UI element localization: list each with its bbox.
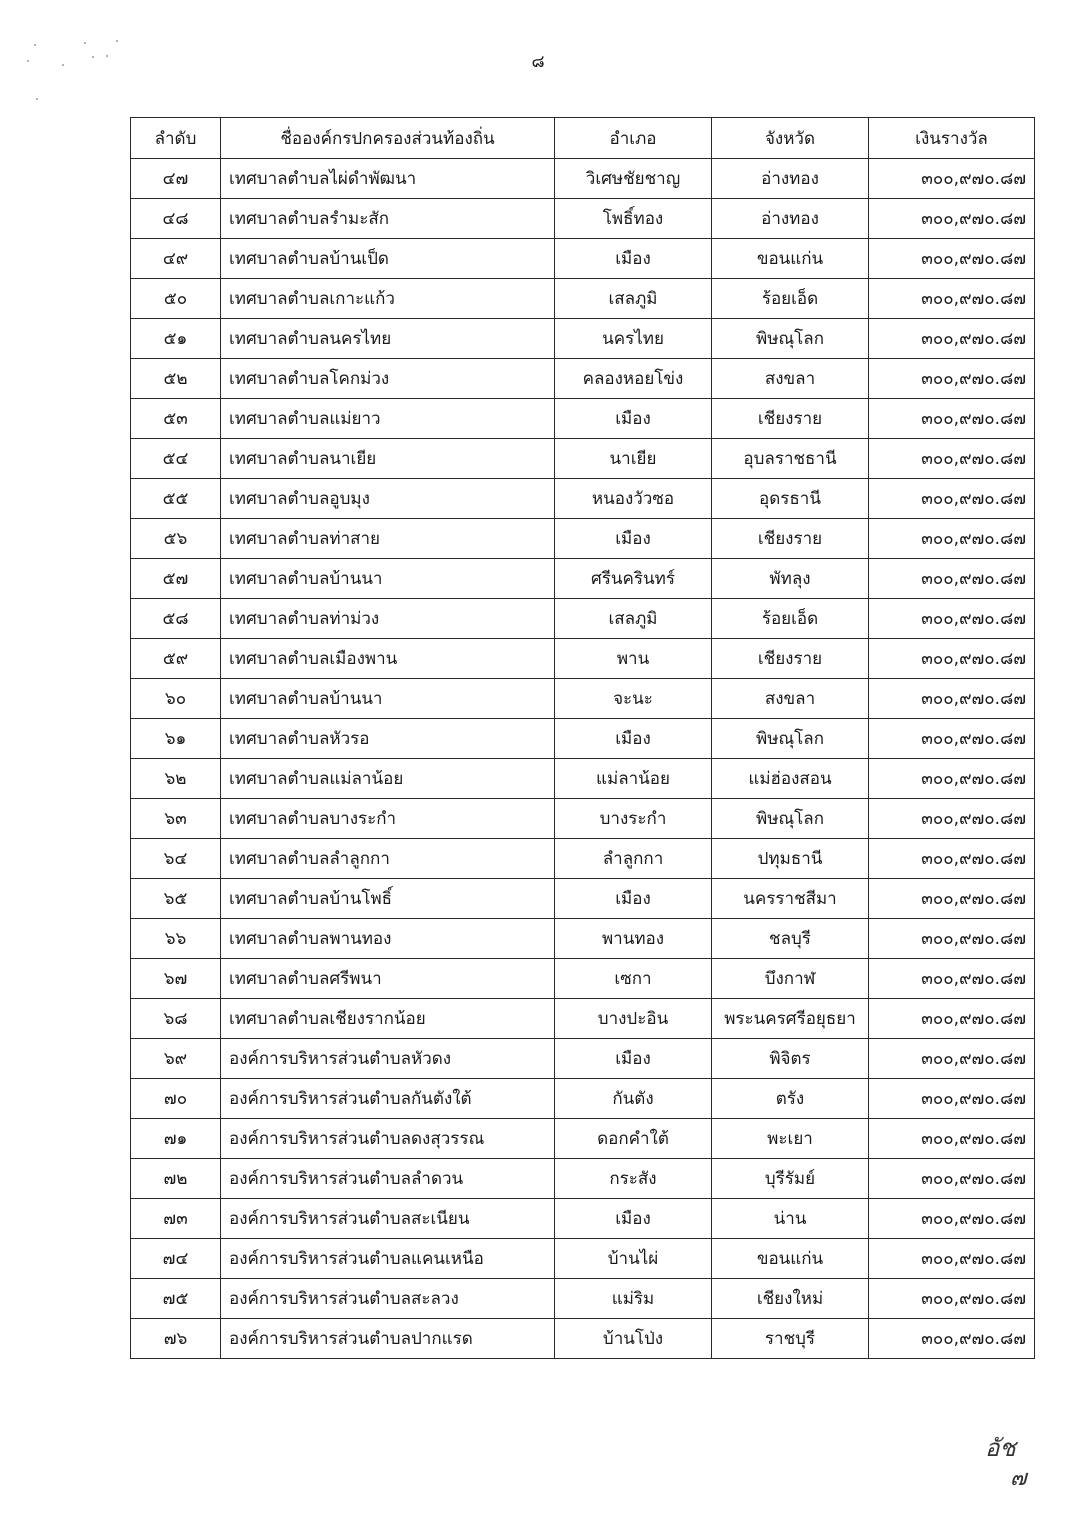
cell-district: วิเศษชัยชาญ bbox=[555, 159, 712, 199]
cell-order: ๔๘ bbox=[131, 199, 221, 239]
cell-organization: องค์การบริหารส่วนตำบลหัวดง bbox=[221, 1039, 555, 1079]
cell-order: ๕๗ bbox=[131, 559, 221, 599]
table-row bbox=[131, 1279, 1035, 1319]
cell-district: เมือง bbox=[555, 399, 712, 439]
cell-award: ๓๐๐,๙๗๐.๘๗ bbox=[869, 1199, 1035, 1239]
cell-district: เมือง bbox=[555, 719, 712, 759]
cell-organization: เทศบาลตำบลบ้านเป็ด bbox=[221, 239, 555, 279]
cell-district: เมือง bbox=[555, 1039, 712, 1079]
cell-organization: องค์การบริหารส่วนตำบลสะลวง bbox=[221, 1279, 555, 1319]
cell-province: น่าน bbox=[712, 1199, 869, 1239]
cell-province: นครราชสีมา bbox=[712, 879, 869, 919]
cell-award: ๓๐๐,๙๗๐.๘๗ bbox=[869, 759, 1035, 799]
table-row bbox=[131, 1159, 1035, 1199]
table-row bbox=[131, 159, 1035, 199]
table-row bbox=[131, 1239, 1035, 1279]
table-row bbox=[131, 999, 1035, 1039]
cell-province: พิษณุโลก bbox=[712, 719, 869, 759]
cell-organization: เทศบาลตำบลอูบมุง bbox=[221, 479, 555, 519]
cell-order: ๕๕ bbox=[131, 479, 221, 519]
cell-order: ๔๗ bbox=[131, 159, 221, 199]
cell-order: ๗๐ bbox=[131, 1079, 221, 1119]
cell-award: ๓๐๐,๙๗๐.๘๗ bbox=[869, 399, 1035, 439]
cell-order: ๕๔ bbox=[131, 439, 221, 479]
cell-order: ๕๓ bbox=[131, 399, 221, 439]
cell-order: ๖๑ bbox=[131, 719, 221, 759]
cell-province: ตรัง bbox=[712, 1079, 869, 1119]
cell-province: พัทลุง bbox=[712, 559, 869, 599]
cell-organization: เทศบาลตำบลศรีพนา bbox=[221, 959, 555, 999]
cell-award: ๓๐๐,๙๗๐.๘๗ bbox=[869, 1039, 1035, 1079]
cell-province: พะเยา bbox=[712, 1119, 869, 1159]
table-header-row bbox=[131, 118, 1035, 159]
cell-district: โพธิ์ทอง bbox=[555, 199, 712, 239]
table-row bbox=[131, 519, 1035, 559]
cell-province: เชียงราย bbox=[712, 399, 869, 439]
header-organization: ชื่อองค์กรปกครองส่วนท้องถิ่น bbox=[221, 118, 555, 159]
cell-province: ร้อยเอ็ด bbox=[712, 279, 869, 319]
cell-award: ๓๐๐,๙๗๐.๘๗ bbox=[869, 679, 1035, 719]
cell-order: ๖๓ bbox=[131, 799, 221, 839]
cell-award: ๓๐๐,๙๗๐.๘๗ bbox=[869, 519, 1035, 559]
initials: อัช bbox=[985, 1434, 1016, 1462]
cell-organization: เทศบาลตำบลบ้านนา bbox=[221, 559, 555, 599]
cell-district: เมือง bbox=[555, 879, 712, 919]
cell-district: ดอกคำใต้ bbox=[555, 1119, 712, 1159]
cell-organization: เทศบาลตำบลลำลูกกา bbox=[221, 839, 555, 879]
cell-district: เมือง bbox=[555, 519, 712, 559]
award-table bbox=[130, 117, 1035, 1359]
cell-order: ๕๙ bbox=[131, 639, 221, 679]
table-row bbox=[131, 919, 1035, 959]
table-row bbox=[131, 639, 1035, 679]
cell-award: ๓๐๐,๙๗๐.๘๗ bbox=[869, 839, 1035, 879]
cell-province: พิษณุโลก bbox=[712, 319, 869, 359]
table-body bbox=[131, 159, 1035, 1359]
cell-province: อ่างทอง bbox=[712, 159, 869, 199]
cell-order: ๗๓ bbox=[131, 1199, 221, 1239]
cell-order: ๗๖ bbox=[131, 1319, 221, 1359]
cell-district: แม่ริม bbox=[555, 1279, 712, 1319]
cell-organization: องค์การบริหารส่วนตำบลดงสุวรรณ bbox=[221, 1119, 555, 1159]
cell-district: เมือง bbox=[555, 1199, 712, 1239]
cell-district: บางปะอิน bbox=[555, 999, 712, 1039]
cell-order: ๖๗ bbox=[131, 959, 221, 999]
cell-order: ๖๘ bbox=[131, 999, 221, 1039]
cell-province: ราชบุรี bbox=[712, 1319, 869, 1359]
table-row bbox=[131, 399, 1035, 439]
cell-organization: เทศบาลตำบลเกาะแก้ว bbox=[221, 279, 555, 319]
initials-mark: ๗ bbox=[1010, 1466, 1027, 1491]
cell-province: ขอนแก่น bbox=[712, 239, 869, 279]
cell-district: เซกา bbox=[555, 959, 712, 999]
cell-district: นาเยีย bbox=[555, 439, 712, 479]
cell-organization: องค์การบริหารส่วนตำบลสะเนียน bbox=[221, 1199, 555, 1239]
cell-award: ๓๐๐,๙๗๐.๘๗ bbox=[869, 1159, 1035, 1199]
cell-province: อุดรธานี bbox=[712, 479, 869, 519]
table-row bbox=[131, 359, 1035, 399]
cell-organization: เทศบาลตำบลท่าสาย bbox=[221, 519, 555, 559]
cell-district: กันตัง bbox=[555, 1079, 712, 1119]
cell-organization: องค์การบริหารส่วนตำบลกันตังใต้ bbox=[221, 1079, 555, 1119]
cell-organization: องค์การบริหารส่วนตำบลแคนเหนือ bbox=[221, 1239, 555, 1279]
table-row bbox=[131, 279, 1035, 319]
cell-order: ๕๐ bbox=[131, 279, 221, 319]
cell-district: บางระกำ bbox=[555, 799, 712, 839]
cell-order: ๗๑ bbox=[131, 1119, 221, 1159]
header-province: จังหวัด bbox=[712, 118, 869, 159]
cell-organization: เทศบาลตำบลโคกม่วง bbox=[221, 359, 555, 399]
table-row bbox=[131, 719, 1035, 759]
cell-organization: เทศบาลตำบลบางระกำ bbox=[221, 799, 555, 839]
cell-organization: เทศบาลตำบลเชียงรากน้อย bbox=[221, 999, 555, 1039]
table-row bbox=[131, 1199, 1035, 1239]
cell-district: ลำลูกกา bbox=[555, 839, 712, 879]
cell-award: ๓๐๐,๙๗๐.๘๗ bbox=[869, 1239, 1035, 1279]
cell-organization: องค์การบริหารส่วนตำบลลำดวน bbox=[221, 1159, 555, 1199]
cell-organization: องค์การบริหารส่วนตำบลปากแรด bbox=[221, 1319, 555, 1359]
cell-province: เชียงใหม่ bbox=[712, 1279, 869, 1319]
cell-province: พระนครศรีอยุธยา bbox=[712, 999, 869, 1039]
header-order: ลำดับ bbox=[131, 118, 221, 159]
cell-district: บ้านโป่ง bbox=[555, 1319, 712, 1359]
header-district: อำเภอ bbox=[555, 118, 712, 159]
table-row bbox=[131, 759, 1035, 799]
table-row bbox=[131, 1319, 1035, 1359]
cell-award: ๓๐๐,๙๗๐.๘๗ bbox=[869, 799, 1035, 839]
cell-organization: เทศบาลตำบลพานทอง bbox=[221, 919, 555, 959]
table-row bbox=[131, 199, 1035, 239]
table-row bbox=[131, 1119, 1035, 1159]
cell-district: แม่ลาน้อย bbox=[555, 759, 712, 799]
cell-organization: เทศบาลตำบลท่าม่วง bbox=[221, 599, 555, 639]
table-row bbox=[131, 879, 1035, 919]
page-number: ๘ bbox=[531, 52, 545, 72]
cell-province: ชลบุรี bbox=[712, 919, 869, 959]
table-row bbox=[131, 599, 1035, 639]
cell-award: ๓๐๐,๙๗๐.๘๗ bbox=[869, 959, 1035, 999]
cell-province: พิจิตร bbox=[712, 1039, 869, 1079]
cell-award: ๓๐๐,๙๗๐.๘๗ bbox=[869, 479, 1035, 519]
cell-district: คลองหอยโข่ง bbox=[555, 359, 712, 399]
table-row bbox=[131, 239, 1035, 279]
cell-district: เสลภูมิ bbox=[555, 279, 712, 319]
cell-order: ๕๘ bbox=[131, 599, 221, 639]
cell-organization: เทศบาลตำบลรำมะสัก bbox=[221, 199, 555, 239]
cell-award: ๓๐๐,๙๗๐.๘๗ bbox=[869, 1079, 1035, 1119]
cell-province: บุรีรัมย์ bbox=[712, 1159, 869, 1199]
cell-organization: เทศบาลตำบลเมืองพาน bbox=[221, 639, 555, 679]
cell-award: ๓๐๐,๙๗๐.๘๗ bbox=[869, 199, 1035, 239]
cell-award: ๓๐๐,๙๗๐.๘๗ bbox=[869, 919, 1035, 959]
cell-province: เชียงราย bbox=[712, 639, 869, 679]
cell-award: ๓๐๐,๙๗๐.๘๗ bbox=[869, 439, 1035, 479]
table-row bbox=[131, 959, 1035, 999]
cell-province: สงขลา bbox=[712, 679, 869, 719]
cell-award: ๓๐๐,๙๗๐.๘๗ bbox=[869, 719, 1035, 759]
cell-province: พิษณุโลก bbox=[712, 799, 869, 839]
cell-district: จะนะ bbox=[555, 679, 712, 719]
table-row bbox=[131, 799, 1035, 839]
cell-province: ปทุมธานี bbox=[712, 839, 869, 879]
cell-award: ๓๐๐,๙๗๐.๘๗ bbox=[869, 999, 1035, 1039]
cell-order: ๕๑ bbox=[131, 319, 221, 359]
cell-organization: เทศบาลตำบลนครไทย bbox=[221, 319, 555, 359]
cell-award: ๓๐๐,๙๗๐.๘๗ bbox=[869, 1279, 1035, 1319]
cell-order: ๖๕ bbox=[131, 879, 221, 919]
table-row bbox=[131, 479, 1035, 519]
cell-award: ๓๐๐,๙๗๐.๘๗ bbox=[869, 159, 1035, 199]
cell-award: ๓๐๐,๙๗๐.๘๗ bbox=[869, 1319, 1035, 1359]
cell-organization: เทศบาลตำบลหัวรอ bbox=[221, 719, 555, 759]
cell-district: บ้านไผ่ bbox=[555, 1239, 712, 1279]
table-row bbox=[131, 1079, 1035, 1119]
table-row bbox=[131, 679, 1035, 719]
header-award: เงินรางวัล bbox=[869, 118, 1035, 159]
cell-order: ๕๖ bbox=[131, 519, 221, 559]
cell-award: ๓๐๐,๙๗๐.๘๗ bbox=[869, 879, 1035, 919]
cell-order: ๗๕ bbox=[131, 1279, 221, 1319]
cell-order: ๖๒ bbox=[131, 759, 221, 799]
cell-district: พาน bbox=[555, 639, 712, 679]
cell-order: ๗๔ bbox=[131, 1239, 221, 1279]
cell-order: ๖๔ bbox=[131, 839, 221, 879]
cell-award: ๓๐๐,๙๗๐.๘๗ bbox=[869, 599, 1035, 639]
table-row bbox=[131, 439, 1035, 479]
cell-award: ๓๐๐,๙๗๐.๘๗ bbox=[869, 559, 1035, 599]
cell-award: ๓๐๐,๙๗๐.๘๗ bbox=[869, 239, 1035, 279]
cell-district: หนองวัวซอ bbox=[555, 479, 712, 519]
cell-order: ๖๖ bbox=[131, 919, 221, 959]
table-row bbox=[131, 559, 1035, 599]
cell-organization: เทศบาลตำบลแม่ยาว bbox=[221, 399, 555, 439]
cell-order: ๕๒ bbox=[131, 359, 221, 399]
cell-district: เมือง bbox=[555, 239, 712, 279]
cell-organization: เทศบาลตำบลแม่ลาน้อย bbox=[221, 759, 555, 799]
table-row bbox=[131, 839, 1035, 879]
cell-award: ๓๐๐,๙๗๐.๘๗ bbox=[869, 639, 1035, 679]
cell-province: อ่างทอง bbox=[712, 199, 869, 239]
cell-order: ๗๒ bbox=[131, 1159, 221, 1199]
cell-province: บึงกาฬ bbox=[712, 959, 869, 999]
cell-organization: เทศบาลตำบลนาเยีย bbox=[221, 439, 555, 479]
cell-district: ศรีนครินทร์ bbox=[555, 559, 712, 599]
cell-province: เชียงราย bbox=[712, 519, 869, 559]
cell-award: ๓๐๐,๙๗๐.๘๗ bbox=[869, 1119, 1035, 1159]
table-row bbox=[131, 319, 1035, 359]
cell-organization: เทศบาลตำบลบ้านนา bbox=[221, 679, 555, 719]
cell-organization: เทศบาลตำบลไผ่ดำพัฒนา bbox=[221, 159, 555, 199]
cell-province: อุบลราชธานี bbox=[712, 439, 869, 479]
cell-order: ๖๐ bbox=[131, 679, 221, 719]
cell-district: กระสัง bbox=[555, 1159, 712, 1199]
cell-province: แม่ฮ่องสอน bbox=[712, 759, 869, 799]
cell-award: ๓๐๐,๙๗๐.๘๗ bbox=[869, 359, 1035, 399]
cell-order: ๖๙ bbox=[131, 1039, 221, 1079]
cell-province: สงขลา bbox=[712, 359, 869, 399]
cell-award: ๓๐๐,๙๗๐.๘๗ bbox=[869, 319, 1035, 359]
cell-award: ๓๐๐,๙๗๐.๘๗ bbox=[869, 279, 1035, 319]
cell-district: นครไทย bbox=[555, 319, 712, 359]
table-row bbox=[131, 1039, 1035, 1079]
cell-district: พานทอง bbox=[555, 919, 712, 959]
cell-district: เสลภูมิ bbox=[555, 599, 712, 639]
cell-province: ร้อยเอ็ด bbox=[712, 599, 869, 639]
cell-province: ขอนแก่น bbox=[712, 1239, 869, 1279]
cell-order: ๔๙ bbox=[131, 239, 221, 279]
cell-organization: เทศบาลตำบลบ้านโพธิ์ bbox=[221, 879, 555, 919]
